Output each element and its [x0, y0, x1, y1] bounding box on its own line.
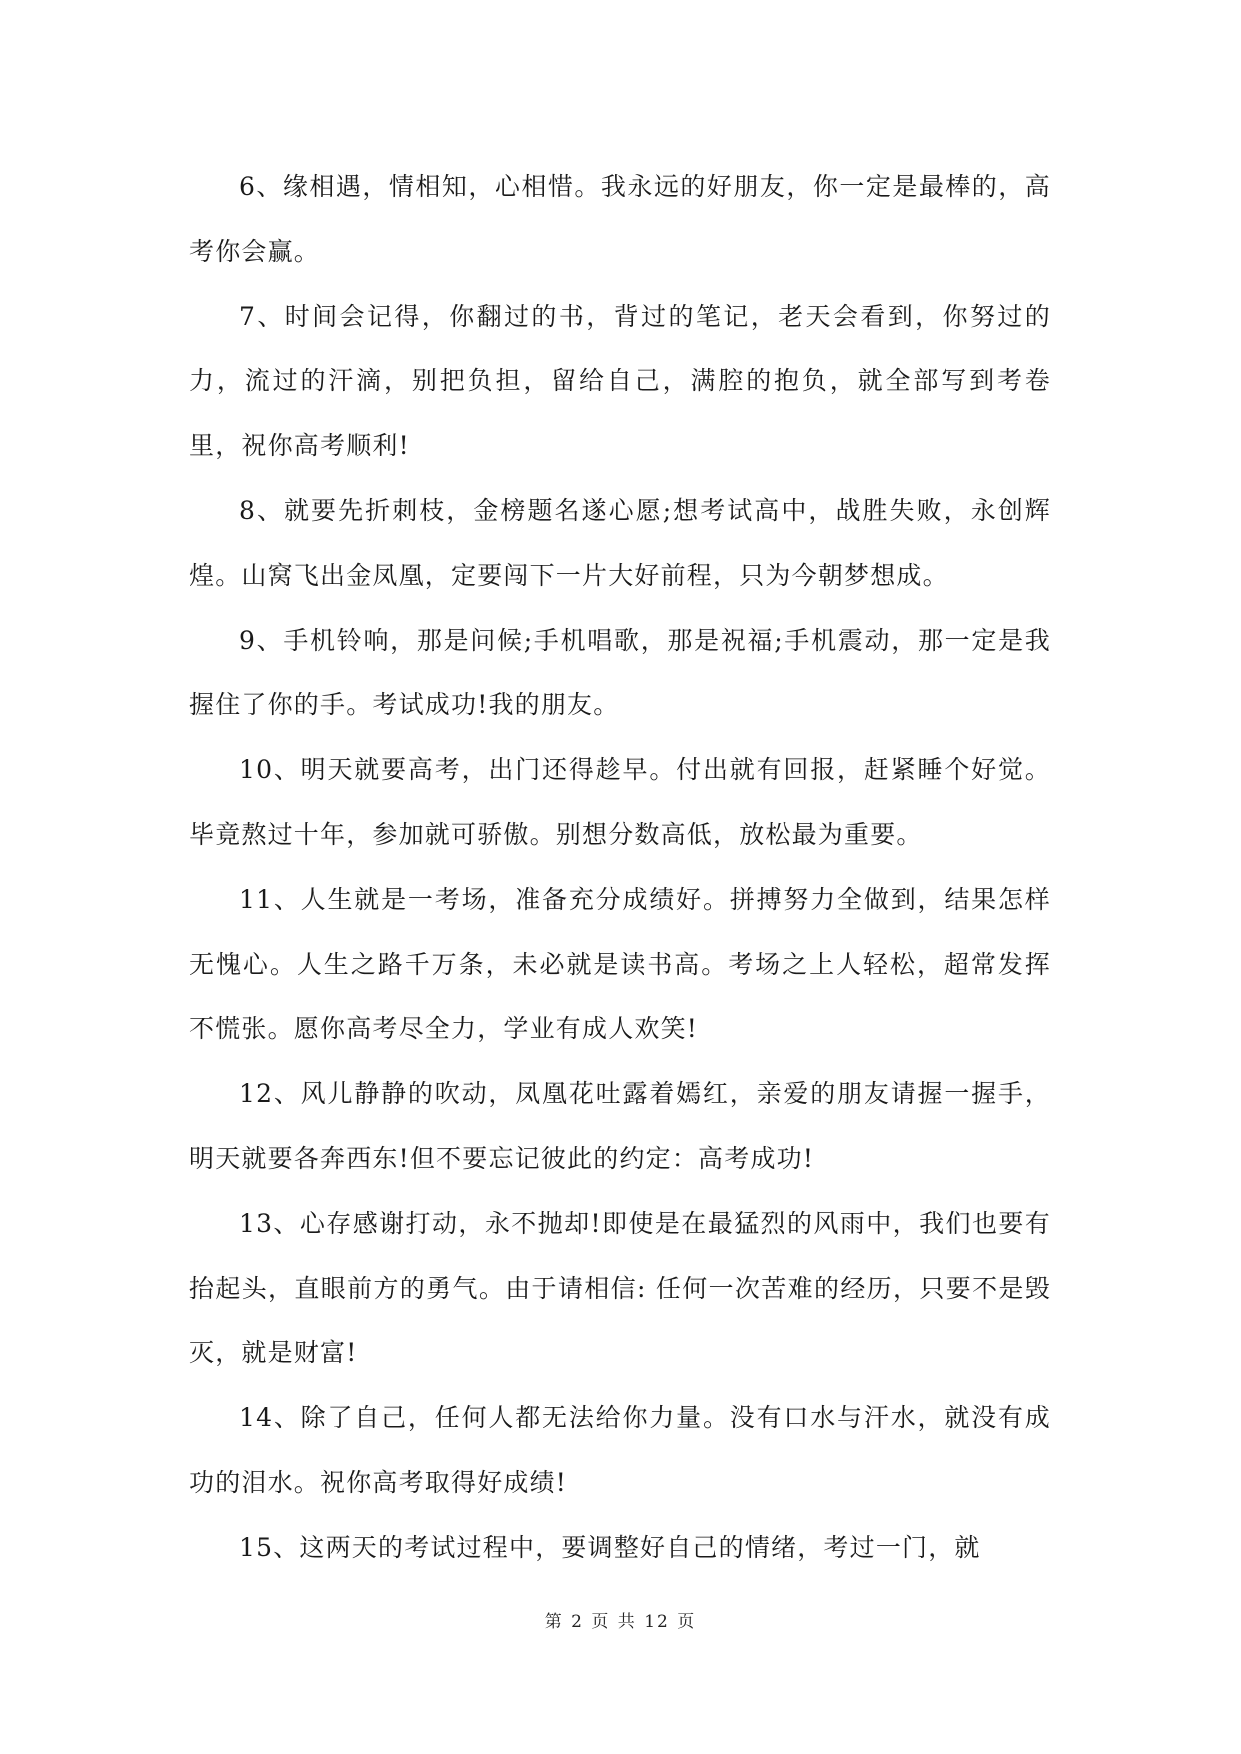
paragraph-11: 11、人生就是一考场，准备充分成绩好。拼搏努力全做到，结果怎样无愧心。人生之路千万条，未必就是读书高。考场之上人轻松，超常发挥不慌张。愿你高考尽全力，学业有成人欢笑! — [189, 884, 1051, 1044]
paragraph-14: 14、除了自己，任何人都无法给你力量。没有口水与汗水，就没有成功的泪水。祝你高考取得好成绩! — [189, 1403, 1051, 1497]
paragraph-8: 8、就要先折刺枝，金榜题名遂心愿;想考试高中，战胜失败，永创辉煌。山窝飞出金凤凰，定要闯下一片大好前程，只为今朝梦想成。 — [189, 495, 1051, 590]
paragraph-7: 7、时间会记得，你翻过的书，背过的笔记，老天会看到，你努过的力，流过的汗滴，别把负担，留给自己，满腔的抱负，就全部写到考卷里，祝你高考顺利! — [189, 301, 1051, 461]
paragraph-10: 10、明天就要高考，出门还得趁早。付出就有回报，赶紧睡个好觉。毕竟熬过十年，参加就可骄傲。别想分数高低，放松最为重要。 — [189, 755, 1051, 849]
paragraph-6: 6、缘相遇，情相知，心相惜。我永远的好朋友，你一定是最棒的，高考你会赢。 — [189, 172, 1051, 266]
paragraph-15: 15、这两天的考试过程中，要调整好自己的情绪，考过一门，就 — [239, 1532, 981, 1562]
document-body — [189, 155, 1051, 1581]
page-number-footer: 第 2 页 共 12 页 — [544, 1612, 697, 1632]
paragraph-9: 9、手机铃响，那是问候;手机唱歌，那是祝福;手机震动，那一定是我握住了你的手。考试成功!我的朋友。 — [189, 625, 1051, 720]
paragraph-12: 12、风儿静静的吹动，凤凰花吐露着嫣红，亲爱的朋友请握一握手，明天就要各奔西东!但不要忘记彼此的约定：高考成功! — [189, 1079, 1051, 1173]
paragraph-13: 13、心存感谢打动，永不抛却!即使是在最猛烈的风雨中，我们也要有抬起头，直眼前方的勇气。由于请相信: 任何一次苦难的经历，只要不是毁灭，就是财富! — [189, 1208, 1051, 1368]
